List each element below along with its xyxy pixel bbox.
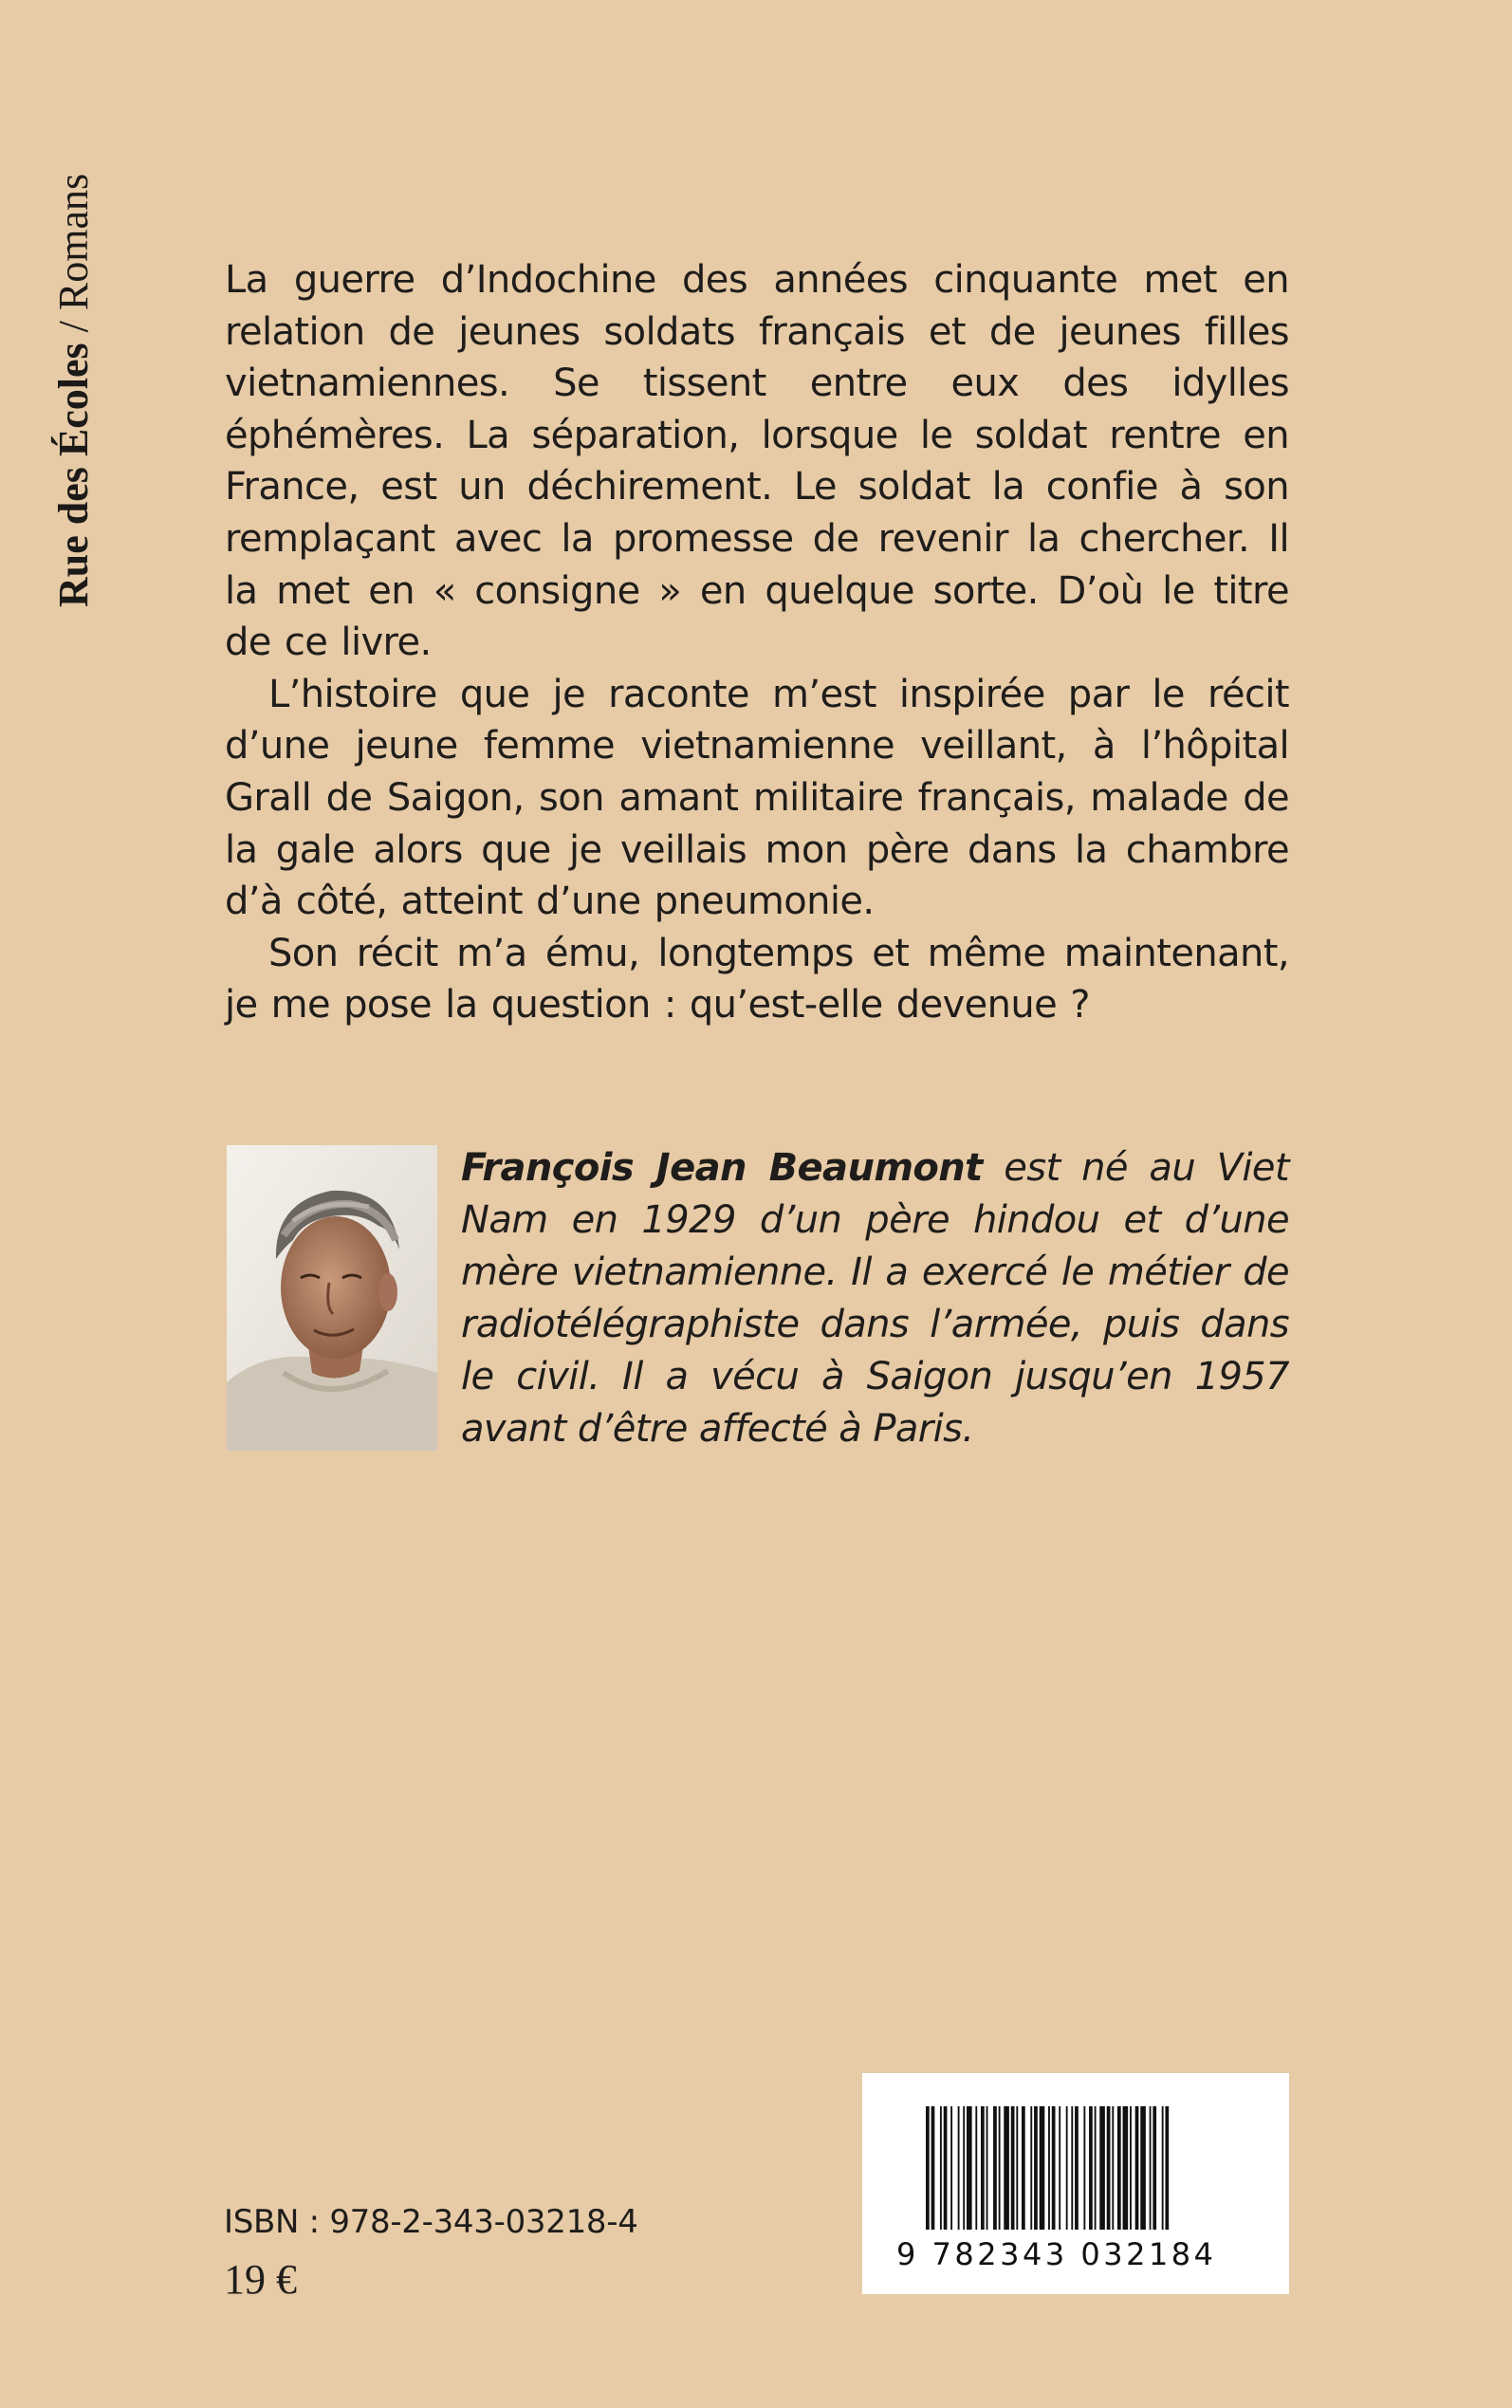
- barcode-bar: [967, 2106, 972, 2230]
- barcode-bar: [950, 2106, 952, 2230]
- barcode-bar: [958, 2106, 960, 2230]
- spine-series-label: [49, 174, 99, 607]
- author-bio-text: est né au Viet Nam en 1929 d’un père hindou et d’une mère vietnamienne. Il a exercé le métier de radiotélégraphiste dans l’armée, puis dans le civil. Il a vécu à Saigon jusqu’en 1957 avant d’être affecté à Paris.: [461, 1146, 1290, 1451]
- barcode-bar: [1011, 2106, 1015, 2230]
- barcode-bar: [944, 2106, 948, 2230]
- price: 19 €: [224, 2256, 297, 2303]
- barcode-bar: [999, 2106, 1001, 2230]
- barcode-bar: [1107, 2106, 1111, 2230]
- blurb-paragraph: L’histoire que je raconte m’est inspirée par le récit d’une jeune femme vietnamienne veillant, à l’hôpital Grall de Saigon, son amant militaire français, malade de la gale alors que je veillais mon père dans la chambre d’à côté, atteint d’une pneumonie.: [225, 672, 1289, 924]
- barcode-bar: [1162, 2106, 1164, 2230]
- back-cover-blurb: [225, 254, 1289, 1031]
- barcode-bar: [993, 2106, 997, 2230]
- barcode-bar: [1059, 2106, 1060, 2230]
- barcode-bar: [1066, 2106, 1068, 2230]
- barcode-bar: [1052, 2106, 1056, 2230]
- series-separator: /: [50, 310, 97, 343]
- barcode-bar: [1040, 2106, 1045, 2230]
- barcode-bar: [1083, 2106, 1085, 2230]
- barcode-bar: [1135, 2106, 1139, 2230]
- barcode-bar: [1022, 2106, 1025, 2230]
- isbn: ISBN : 978-2-343-03218-4: [224, 2203, 638, 2241]
- barcode-bar: [1112, 2106, 1114, 2230]
- barcode-bar: [1152, 2106, 1156, 2230]
- barcode-bar: [931, 2106, 935, 2230]
- barcode-bar: [1089, 2106, 1093, 2230]
- barcode-bar: [940, 2106, 942, 2230]
- barcode-digits: 9 782343 032184: [896, 2236, 1217, 2272]
- barcode-bar: [986, 2106, 988, 2230]
- series-genre: Romans: [50, 173, 97, 311]
- barcode-bar: [1165, 2106, 1169, 2230]
- blurb-paragraph: La guerre d’Indochine des années cinquante met en relation de jeunes soldats français et de jeunes filles vietnamiennes. Se tissent entre eux des idylles éphémères. La séparation, lorsque le soldat rentre en France, est un déchirement. Le soldat la confie à son remplaçant avec la promesse de revenir la chercher. Il la met en « consigne » en quelque sorte. D’où le titre de ce livre.: [225, 258, 1289, 665]
- barcode-bar: [1075, 2106, 1079, 2230]
- barcode-bar: [975, 2106, 977, 2230]
- barcode-bar: [926, 2106, 930, 2230]
- barcode-bar: [1071, 2106, 1073, 2230]
- barcode-bar: [1004, 2106, 1009, 2230]
- barcode-bar: [1016, 2106, 1018, 2230]
- barcode-bar: [1123, 2106, 1129, 2230]
- barcode: [862, 2073, 1289, 2294]
- barcode-bar: [963, 2106, 965, 2230]
- blurb-paragraph: Son récit m’a ému, longtemps et même maintenant, je me pose la question : qu’est-elle devenue ?: [225, 931, 1289, 1028]
- author-photo: [227, 1145, 437, 1451]
- barcode-bar: [1130, 2106, 1132, 2230]
- barcode-bar: [1150, 2106, 1152, 2230]
- barcode-bar: [1095, 2106, 1097, 2230]
- barcode-bar: [1030, 2106, 1032, 2230]
- barcode-bar: [1034, 2106, 1038, 2230]
- barcode-bar: [1099, 2106, 1105, 2230]
- author-bio: [461, 1142, 1289, 1455]
- barcode-bar: [1140, 2106, 1146, 2230]
- series-name: Rue des Écoles: [50, 343, 97, 607]
- barcode-bar: [981, 2106, 985, 2230]
- author-name: François Jean Beaumont: [461, 1146, 983, 1190]
- barcode-bar: [1048, 2106, 1050, 2230]
- barcode-bar: [1117, 2106, 1121, 2230]
